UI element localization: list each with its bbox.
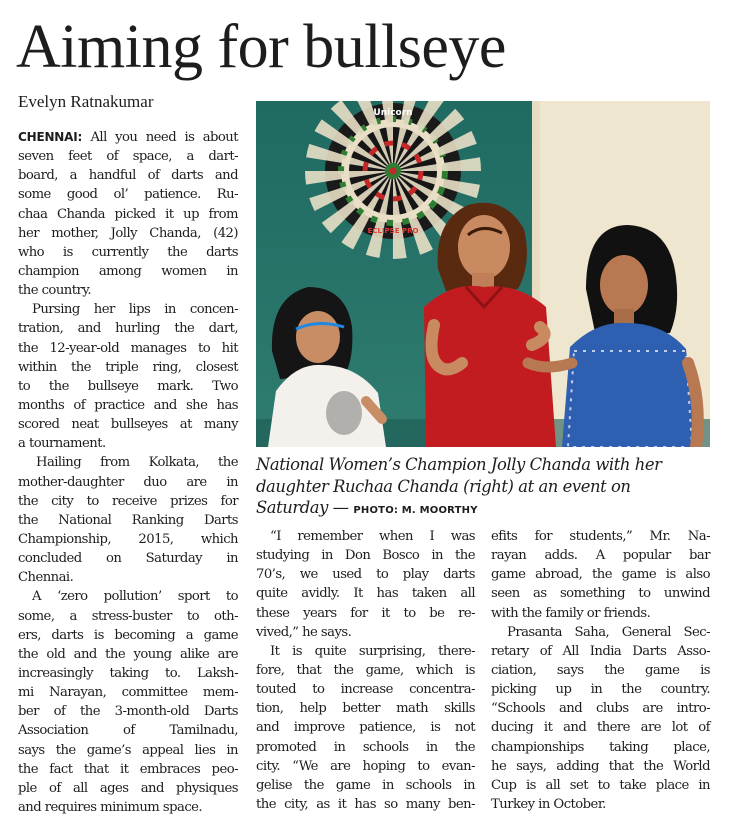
- text-line: some, a stress-buster to oth-: [18, 608, 238, 624]
- text-line: with the family or friends.: [491, 605, 651, 621]
- text-line: Championship, 2015, which: [18, 531, 238, 547]
- text-line: efits for students,” Mr. Na-: [491, 529, 710, 544]
- text-line: retary of All India Darts Asso-: [491, 643, 710, 659]
- text-line: It is quite surprising, there-: [270, 643, 475, 659]
- text-line: ducing it and there are lot of: [491, 720, 710, 736]
- text-line: tration, and hurling the dart,: [18, 321, 238, 337]
- text-line: champion among women in: [18, 263, 238, 279]
- text-line: ber of the 3-month-old Darts: [18, 704, 238, 720]
- text-line: the country.: [18, 283, 91, 299]
- text-line: these years for it to be re-: [256, 605, 475, 621]
- text-line: city. “We are hoping to evan-: [256, 758, 475, 774]
- headline: Aiming for bullseye: [16, 13, 506, 81]
- text-line: and requires minimum space.: [18, 799, 203, 815]
- text-line: ciation, says the game is: [491, 662, 710, 678]
- text-line: picking up in the country.: [491, 682, 710, 698]
- text-line: vived,” he says.: [256, 624, 352, 640]
- text-line: scored neat bullseyes at many: [18, 417, 238, 433]
- text-line: gelise the game in schools in: [256, 777, 475, 793]
- text-line: mother-daughter duo are in: [18, 474, 238, 490]
- board-model: ECLIPSE PRO: [367, 227, 419, 235]
- text-line: rayan adds. A popular bar: [491, 548, 710, 564]
- photo-credit: PHOTO: M. MOORTHY: [353, 505, 478, 517]
- text-line: “I remember when I was: [270, 529, 475, 544]
- text-line: to the bullseye mark. Two: [18, 378, 238, 394]
- text-line: her mother, Jolly Chanda, (42): [18, 225, 238, 241]
- text-line: the old and the young alike are: [18, 646, 238, 662]
- article-column-3: [491, 527, 710, 814]
- caption-line: daughter Ruchaa Chanda (right) at an event on: [256, 476, 631, 496]
- text-line: the city to receive prizes for: [18, 493, 238, 509]
- text-line: the National Ranking Darts: [18, 512, 238, 528]
- text-line: Turkey in October.: [491, 796, 606, 812]
- text-line: CHENNAI: All you need is about: [18, 130, 238, 145]
- text-line: tion, help better math skills: [256, 701, 475, 717]
- text-line: some good ol’ patience. Ru-: [18, 187, 238, 203]
- text-line: “Schools and clubs are intro-: [491, 701, 710, 717]
- photo-illustration: [256, 101, 710, 447]
- text-line: ple of all ages and physiques: [18, 780, 238, 796]
- text-line: a tournament.: [18, 436, 106, 452]
- article-column-2: [256, 527, 475, 814]
- text-line: Chennai.: [18, 570, 74, 586]
- text-line: game abroad, the game is also: [491, 567, 710, 583]
- text-line: months of practice and she has: [18, 397, 238, 413]
- text-line: within the triple ring, closest: [18, 359, 238, 375]
- text-line: studying in Don Bosco in the: [256, 548, 475, 564]
- text-line: the 12-year-old manages to hit: [18, 340, 238, 356]
- text-line: touted to increase concentra-: [256, 682, 475, 698]
- caption-line: Saturday — PHOTO: M. MOORTHY: [256, 498, 478, 518]
- text-line: the city, as it has so many ben-: [256, 796, 475, 812]
- text-line: says the game’s appeal lies in: [18, 742, 238, 758]
- text-line: seen as something to unwind: [491, 586, 710, 602]
- photo-caption: [256, 454, 712, 522]
- text-line: who is currently the darts: [18, 244, 238, 260]
- text-line: promoted in schools in the: [256, 739, 475, 755]
- text-line: fore, that the game, which is: [256, 662, 475, 678]
- text-line: chaa Chanda picked it up from: [18, 206, 238, 222]
- text-line: Hailing from Kolkata, the: [36, 455, 238, 471]
- text-line: quite avidly. It has taken all: [256, 586, 475, 602]
- dateline: CHENNAI:: [18, 130, 83, 144]
- text-line: A ‘zero pollution’ sport to: [32, 589, 238, 605]
- text-line: concluded on Saturday in: [18, 551, 238, 567]
- text-line: seven feet of space, a dart-: [18, 149, 238, 165]
- caption-line: National Women’s Champion Jolly Chanda with her: [256, 455, 662, 474]
- text-line: 70’s, we used to play darts: [256, 567, 475, 583]
- text-line: Pursing her lips in concen-: [32, 302, 238, 318]
- text-line: the fact that it embraces peo-: [18, 761, 238, 777]
- text-line: he says, adding that the World: [491, 758, 710, 774]
- text-line: ers, darts is becoming a game: [18, 627, 238, 643]
- text-line: Association of Tamilnadu,: [18, 723, 238, 739]
- article-column-1: [18, 128, 238, 817]
- article-photo: [256, 101, 710, 447]
- text-line: Prasanta Saha, General Sec-: [507, 624, 710, 640]
- board-brand: Unicorn: [373, 108, 413, 118]
- dartboard-icon: [325, 103, 461, 239]
- byline: Evelyn Ratnakumar: [18, 92, 154, 111]
- text-line: Cup is all set to take place in: [491, 777, 710, 793]
- text-line: mi Narayan, committee mem-: [18, 685, 238, 701]
- text-line: and improve patience, is not: [256, 720, 475, 736]
- text-line: championships taking place,: [491, 739, 710, 755]
- text-line: board, a handful of darts and: [18, 168, 238, 184]
- text-line: increasingly taking to. Laksh-: [18, 665, 238, 681]
